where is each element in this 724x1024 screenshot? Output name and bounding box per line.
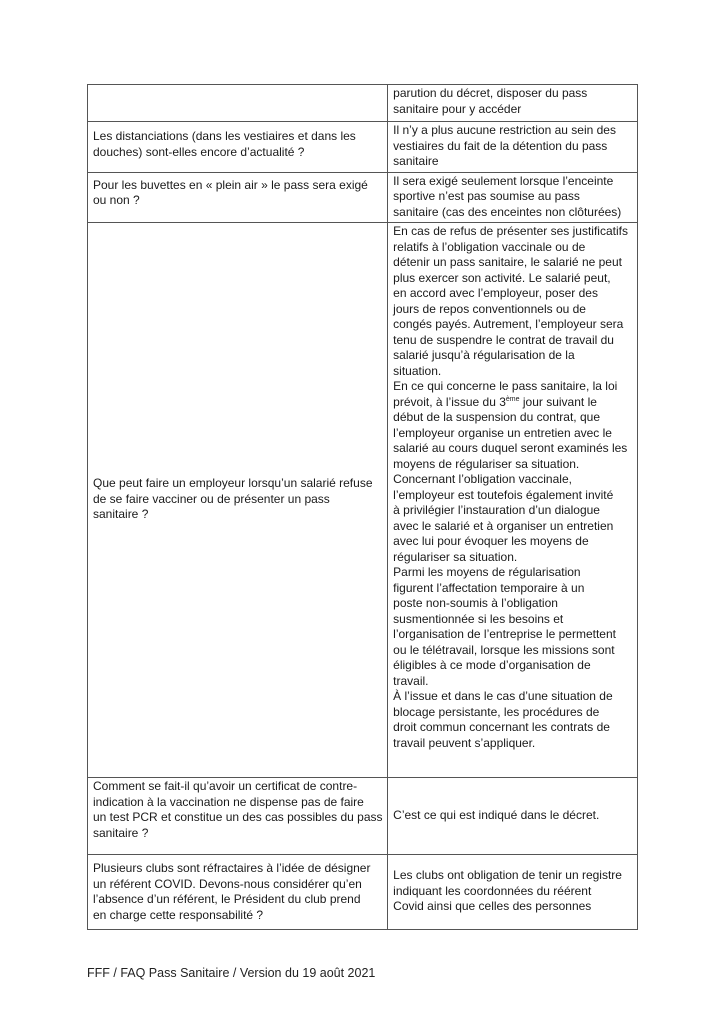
question-line: Comment se fait-il qu’avoir un certificat de contre- bbox=[93, 779, 358, 793]
answer-line: l’organisation de l’entreprise le permettent bbox=[393, 627, 616, 641]
answer-line: sportive n’est pas soumise au pass bbox=[393, 189, 580, 203]
question-cell bbox=[88, 778, 388, 855]
question-line: sanitaire ? bbox=[93, 825, 149, 840]
question-line: Que peut faire un employeur lorsqu’un salarié refuse bbox=[93, 476, 373, 491]
answer-line: jours de repos conventionnels ou de bbox=[393, 301, 586, 316]
answer-line-ordinal bbox=[393, 395, 632, 411]
question-line: en charge cette responsabilité ? bbox=[93, 907, 264, 922]
answer-line: situation. bbox=[393, 363, 442, 378]
answer-line: À l’issue et dans le cas d’une situation de bbox=[393, 689, 613, 703]
table-row bbox=[88, 172, 638, 223]
answer-line: éligibles à ce mode d’organisation de bbox=[393, 658, 591, 672]
ordinal-pre: prévoit, à l’issue du 3 bbox=[393, 394, 506, 409]
answer-cell bbox=[388, 855, 638, 930]
question-line: sanitaire ? bbox=[93, 507, 149, 522]
answer-line: avec lui pour évoquer les moyens de bbox=[393, 534, 589, 548]
answer-line: plus exercer son activité. Le salarié peut, bbox=[393, 270, 611, 285]
answer-line: congés payés. Autrement, l’employeur sera bbox=[393, 317, 624, 331]
faq-table bbox=[87, 84, 638, 930]
answer-line: avec le salarié et à organiser un entretien bbox=[393, 518, 614, 533]
question-line: l’absence d’un référent, le Président du club prend bbox=[93, 892, 361, 906]
table-row bbox=[88, 855, 638, 930]
question-line: ou non ? bbox=[93, 193, 140, 207]
question-line: douches) sont-elles encore d’actualité ? bbox=[93, 144, 305, 159]
answer-line: en accord avec l’employeur, poser des bbox=[393, 286, 598, 300]
answer-line: l’employeur organise un entretien avec le bbox=[393, 425, 612, 440]
table-row bbox=[88, 778, 638, 855]
table-row bbox=[88, 122, 638, 173]
question-cell bbox=[88, 172, 388, 223]
answer-line: sanitaire bbox=[393, 154, 439, 168]
answer-line: Concernant l’obligation vaccinale, bbox=[393, 472, 572, 486]
answer-line: ou le télétravail, lorsque les missions sont bbox=[393, 642, 615, 657]
answer-cell bbox=[388, 778, 638, 855]
answer-line: détenir un pass sanitaire, le salarié ne peut bbox=[393, 255, 622, 269]
answer-line: début de la suspension du contrat, que bbox=[393, 410, 600, 424]
answer-line: parution du décret, disposer du pass bbox=[393, 86, 588, 100]
answer-cell bbox=[388, 172, 638, 223]
question-line: Plusieurs clubs sont réfractaires à l’idée de désigner bbox=[93, 861, 371, 875]
answer-cell bbox=[388, 122, 638, 173]
question-line: indication à la vaccination ne dispense pas de faire bbox=[93, 794, 364, 809]
answer-line: susmentionnée si les besoins et bbox=[393, 611, 564, 626]
question-cell bbox=[88, 122, 388, 173]
ordinal-post: jour suivant le bbox=[519, 394, 597, 409]
question-cell bbox=[88, 855, 388, 930]
answer-line: vestiaires du fait de la détention du pass bbox=[393, 138, 608, 153]
table-row bbox=[88, 85, 638, 122]
page-footer: FFF / FAQ Pass Sanitaire / Version du 19 août 2021 bbox=[87, 966, 376, 980]
question-line: un référent COVID. Devons-nous considérer qu’en bbox=[93, 876, 362, 891]
answer-line: à privilégier l’instauration d’un dialogue bbox=[393, 503, 600, 517]
answer-line: droit commun concernant les contrats de bbox=[393, 720, 610, 734]
answer-line: sanitaire (cas des enceintes non clôturées) bbox=[393, 204, 622, 219]
answer-line: moyens de régulariser sa situation. bbox=[393, 456, 580, 471]
question-line: Pour les buvettes en « plein air » le pass sera exigé bbox=[93, 177, 368, 192]
question-line: de se faire vacciner ou de présenter un pass bbox=[93, 491, 330, 506]
answer-line: Il sera exigé seulement lorsque l’enceinte bbox=[393, 173, 614, 188]
answer-line: régulariser sa situation. bbox=[393, 549, 518, 564]
answer-cell bbox=[388, 223, 638, 778]
answer-line: En ce qui concerne le pass sanitaire, la loi bbox=[393, 379, 618, 393]
answer-line: salarié au cours duquel seront examinés les bbox=[393, 441, 628, 455]
answer-line: blocage persistante, les procédures de bbox=[393, 704, 600, 719]
question-line: un test PCR et constitue un des cas possibles du pass bbox=[93, 810, 383, 824]
answer-cell bbox=[388, 85, 638, 122]
answer-line: travail peuvent s’appliquer. bbox=[393, 735, 536, 750]
answer-line: travail. bbox=[393, 673, 429, 688]
answer-line: l’employeur est toutefois également invité bbox=[393, 487, 614, 502]
answer-line: Les clubs ont obligation de tenir un registre bbox=[393, 868, 622, 882]
question-line: Les distanciations (dans les vestiaires et dans les bbox=[93, 129, 356, 143]
answer-line: relatifs à l’obligation vaccinale ou de bbox=[393, 239, 586, 254]
ordinal-superscript: ème bbox=[505, 395, 520, 403]
answer-line: Parmi les moyens de régularisation bbox=[393, 565, 581, 579]
answer-line: figurent l’affectation temporaire à un bbox=[393, 580, 585, 595]
answer-line: En cas de refus de présenter ses justificatifs bbox=[393, 224, 628, 238]
answer-line: tenu de suspendre le contrat de travail du bbox=[393, 332, 614, 347]
answer-line: sanitaire pour y accéder bbox=[393, 101, 522, 116]
question-cell bbox=[88, 85, 388, 122]
answer-line: indiquant les coordonnées du réérent bbox=[393, 883, 592, 898]
answer-line: salarié jusqu’à régularisation de la bbox=[393, 348, 575, 362]
answer-line: Il n’y a plus aucune restriction au sein des bbox=[393, 123, 616, 137]
answer-line: poste non-soumis à l’obligation bbox=[393, 596, 558, 610]
answer-line: Covid ainsi que celles des personnes bbox=[393, 899, 592, 913]
answer-line: C’est ce qui est indiqué dans le décret. bbox=[393, 807, 600, 822]
question-cell bbox=[88, 223, 388, 778]
table-row bbox=[88, 223, 638, 778]
